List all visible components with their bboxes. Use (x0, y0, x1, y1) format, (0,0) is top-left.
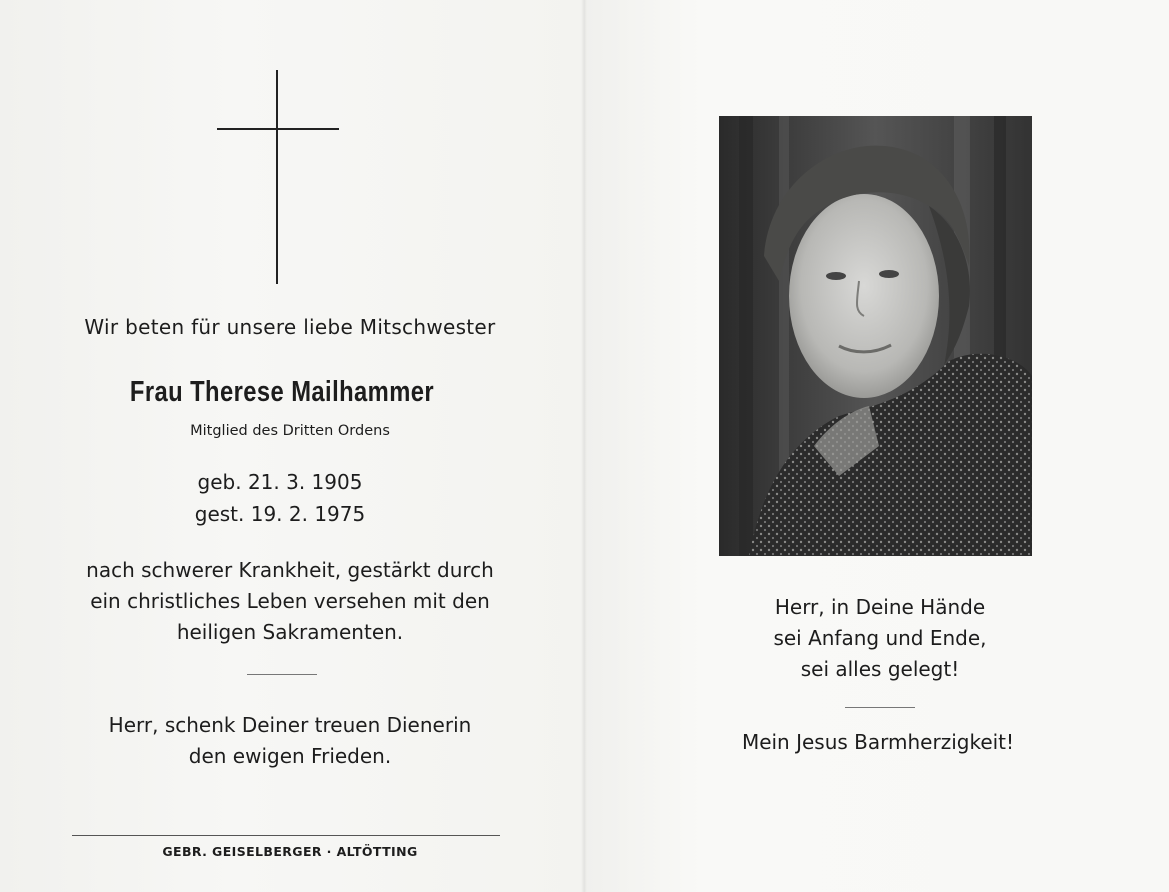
intro-line: Wir beten für unsere liebe Mitschwester (84, 315, 496, 339)
passage-line: heiligen Sakramenten. (176, 620, 404, 644)
prayer-line: den ewigen Frieden. (188, 744, 392, 768)
printer-credit: GEBR. GEISELBERGER · ALTÖTTING (162, 844, 418, 859)
verse-text (730, 592, 1030, 685)
birth-date: geb. 21. 3. 1905 (197, 470, 363, 494)
divider (247, 674, 317, 675)
portrait-photo (719, 116, 1032, 556)
deceased-name: Frau Therese Mailhammer (129, 376, 435, 408)
divider (845, 707, 915, 708)
verse-line: Herr, in Deine Hände (774, 595, 986, 619)
death-date: gest. 19. 2. 1975 (194, 502, 366, 526)
cross-icon (217, 70, 339, 284)
footer-rule (72, 835, 500, 836)
passage-line: ein christliches Leben versehen mit den (90, 589, 490, 613)
membership-line: Mitglied des Dritten Ordens (190, 423, 390, 439)
passage-text (30, 555, 550, 648)
prayer-line: Herr, schenk Deiner treuen Dienerin (108, 713, 472, 737)
motto-line: Mein Jesus Barmherzigkeit! (741, 730, 1015, 754)
card-fold (581, 0, 587, 892)
passage-line: nach schwerer Krankheit, gestärkt durch (86, 558, 494, 582)
verse-line: sei Anfang und Ende, (773, 626, 987, 650)
left-page (0, 0, 584, 892)
prayer-text (30, 710, 550, 772)
verse-line: sei alles gelegt! (800, 657, 960, 681)
